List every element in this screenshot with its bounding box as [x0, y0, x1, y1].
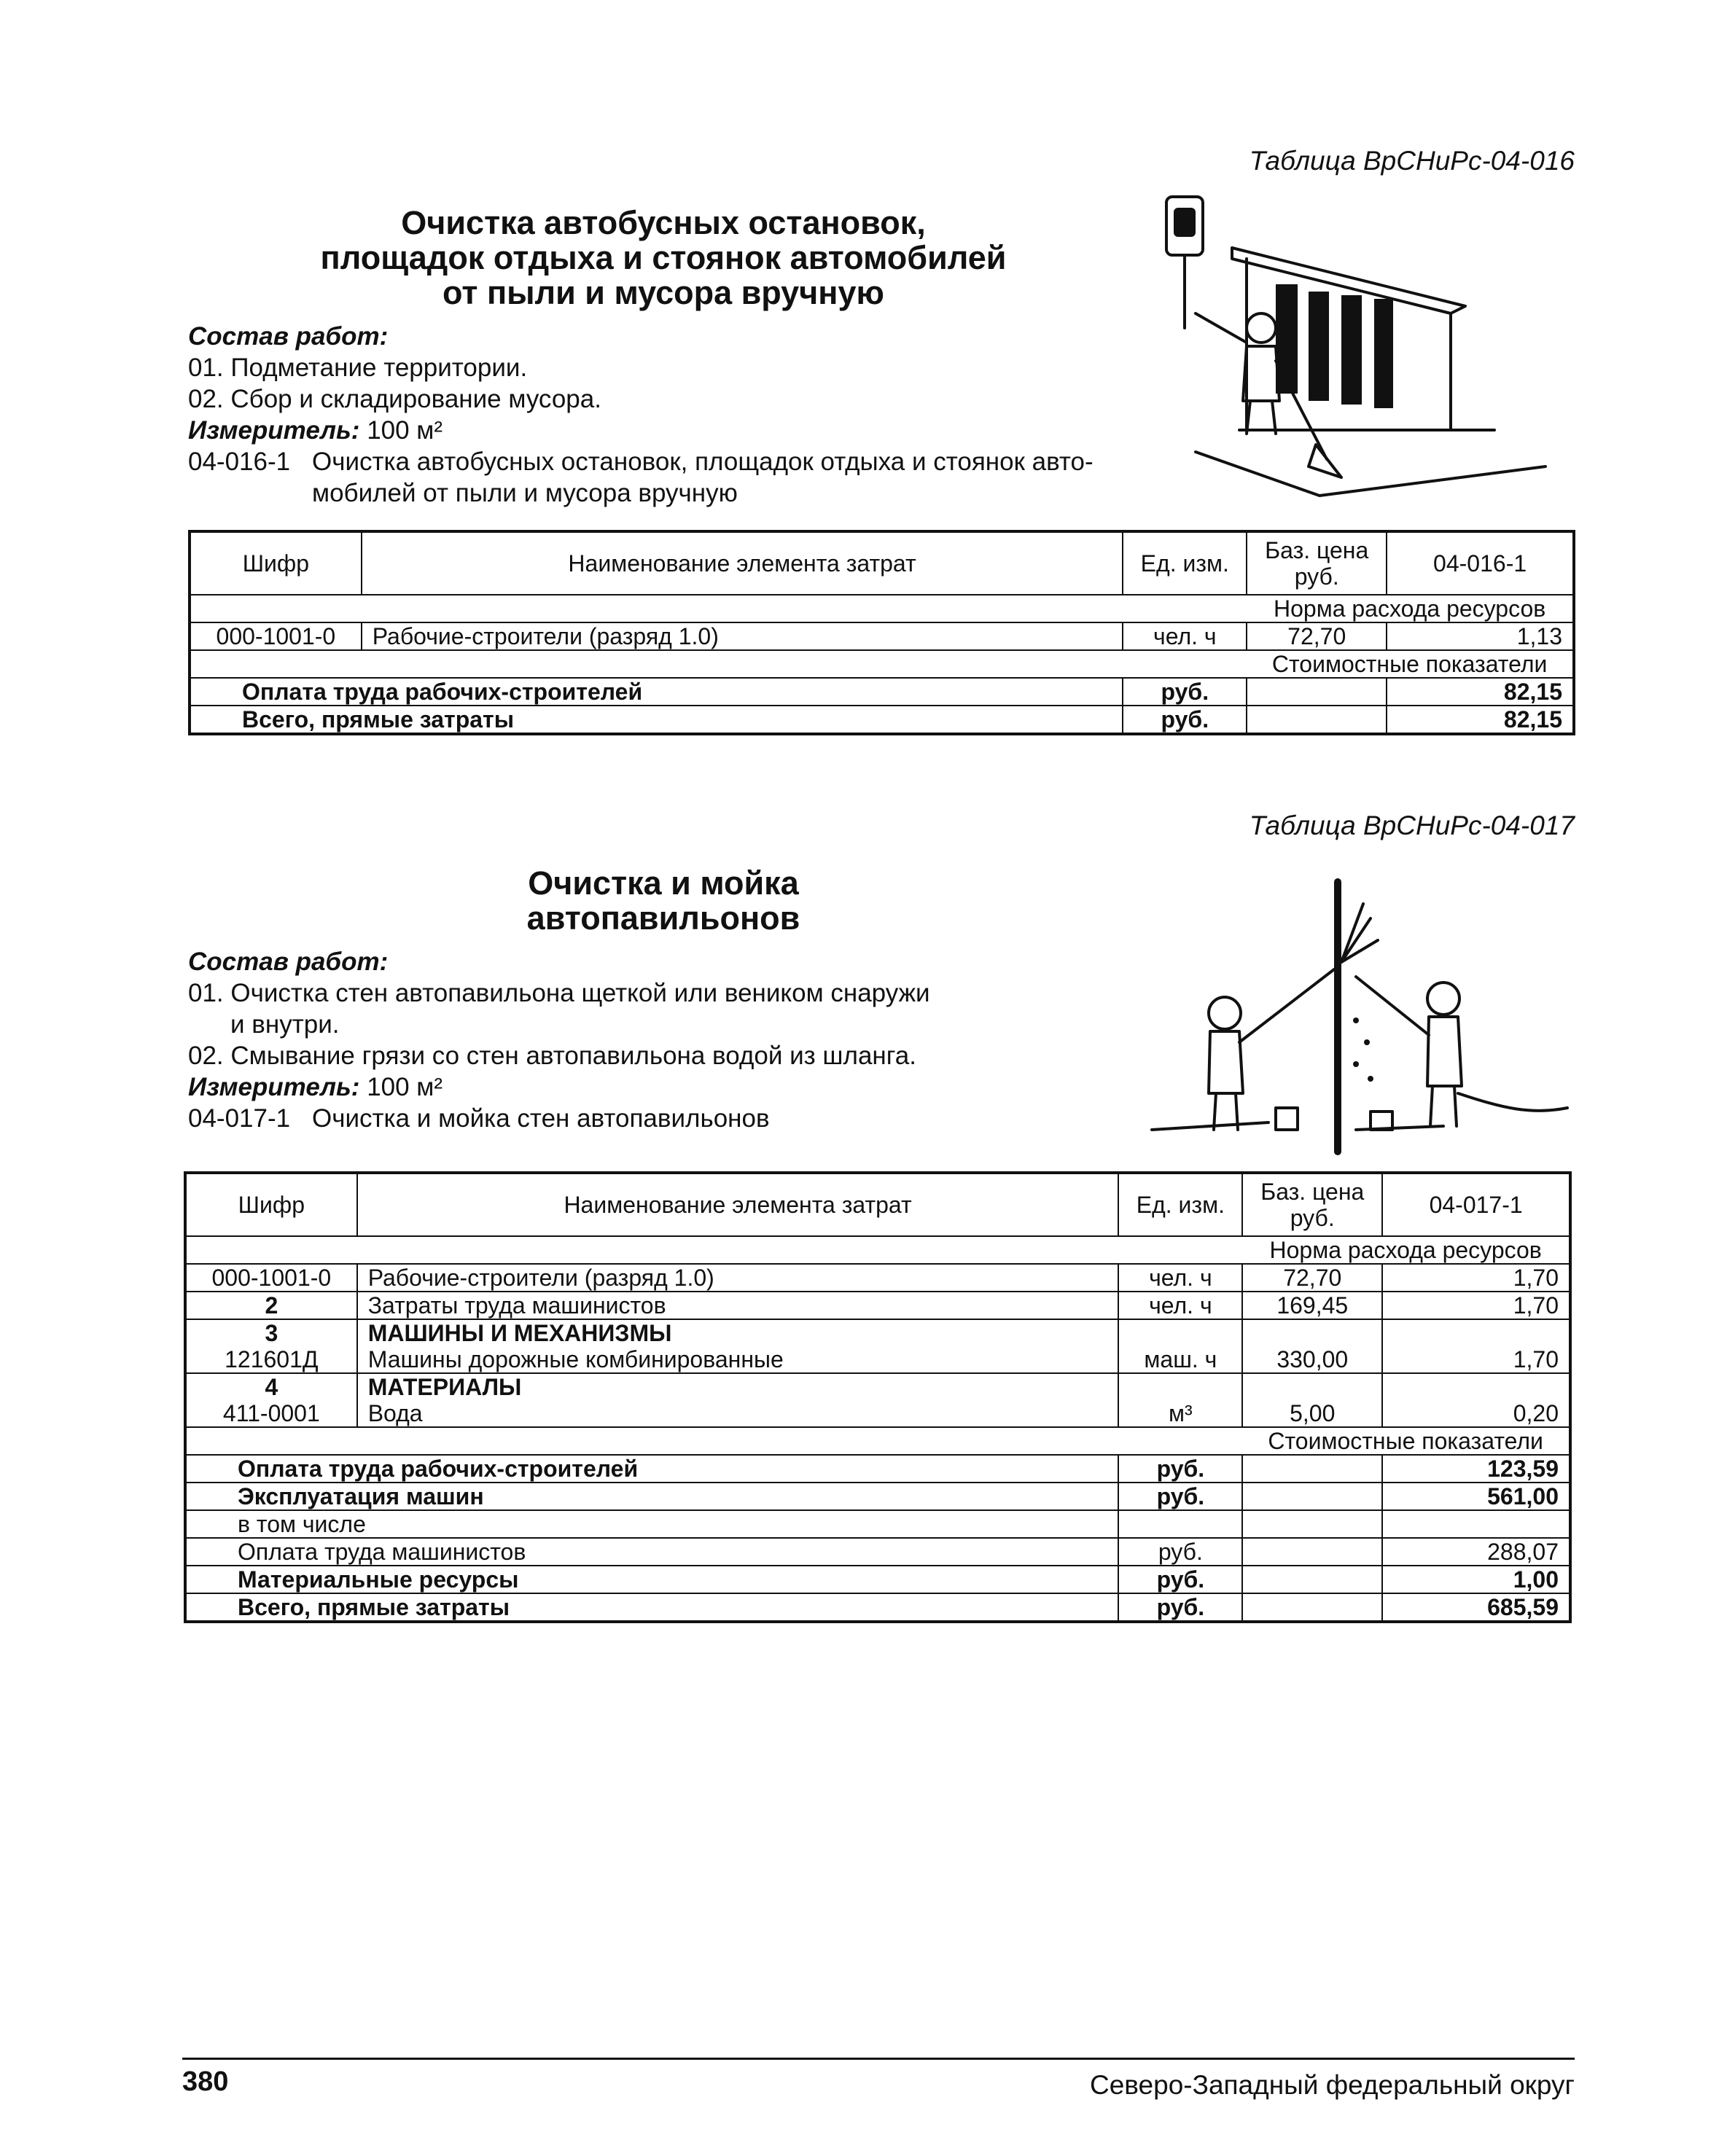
sostav-label: Состав работ: [188, 322, 389, 351]
cell-value: 1,70 [1382, 1346, 1570, 1373]
cell-code: 4 [185, 1373, 357, 1400]
total-value: 561,00 [1382, 1483, 1570, 1510]
sostav-label: Состав работ: [188, 948, 389, 976]
total-row [185, 1483, 1570, 1510]
total-name: в том числе [185, 1510, 1118, 1538]
total-name: Оплата труда рабочих-строителей [190, 678, 1123, 706]
total-unit: руб. [1118, 1538, 1242, 1566]
table-row [185, 1264, 1570, 1292]
cell-value: 0,20 [1382, 1400, 1570, 1427]
total-name: Материальные ресурсы [185, 1566, 1118, 1593]
izmeritel-label: Измеритель: [188, 1073, 360, 1101]
total-unit: руб. [1118, 1566, 1242, 1593]
total-value: 123,59 [1382, 1455, 1570, 1483]
cell-code: 3 [185, 1319, 357, 1346]
total-name: Оплата труда рабочих-строителей [185, 1455, 1118, 1483]
item-text: мобилей от пыли и мусора вручную [312, 479, 738, 507]
cell-unit: м³ [1118, 1400, 1242, 1427]
cell-price: 5,00 [1242, 1400, 1382, 1427]
cell-price: 169,45 [1242, 1292, 1382, 1319]
cell-name: Вода [357, 1400, 1119, 1427]
total-value: 1,00 [1382, 1566, 1570, 1593]
total-value: 685,59 [1382, 1593, 1570, 1622]
stoim-label: Стоимостные показатели [1242, 1427, 1570, 1455]
title-line: площадок отдыха и стоянок автомобилей [320, 239, 1007, 276]
cell-name: Затраты труда машинистов [357, 1292, 1119, 1319]
total-row [185, 1566, 1570, 1593]
title-line: от пыли и мусора вручную [443, 274, 884, 311]
cell-unit: маш. ч [1118, 1346, 1242, 1373]
header-column: 04-016-1 [1387, 531, 1574, 595]
item-description [188, 446, 1093, 477]
page-number: 380 [182, 2066, 229, 2097]
total-unit: руб. [1123, 678, 1247, 706]
total-unit: руб. [1118, 1455, 1242, 1483]
table-row [185, 1292, 1570, 1319]
total-row [185, 1455, 1570, 1483]
cell-value: 1,70 [1382, 1292, 1570, 1319]
table-row [185, 1373, 1570, 1400]
footer-region: Северо-Западный федеральный округ [1090, 2070, 1575, 2100]
table-caption-017: Таблица ВрСНиРс-04-017 [1249, 811, 1575, 840]
header-price: Баз. цена руб. [1247, 531, 1387, 595]
header-name: Наименование элемента затрат [357, 1173, 1119, 1236]
item-code: 04-017-1 [188, 1104, 291, 1133]
norma-label: Норма расхода ресурсов [1242, 1236, 1570, 1264]
work-item: 02. Сбор и складирование мусора. [188, 385, 601, 413]
cell-price: 72,70 [1242, 1264, 1382, 1292]
work-composition-017 [188, 946, 930, 1134]
izmeritel-line [188, 1071, 930, 1103]
cell-name: Рабочие-строители (разряд 1.0) [357, 1264, 1119, 1292]
bus-stop-illustration [1152, 190, 1560, 517]
total-name: Всего, прямые затраты [185, 1593, 1118, 1622]
header-name: Наименование элемента затрат [362, 531, 1123, 595]
cell-name: МАТЕРИАЛЫ [357, 1373, 1119, 1400]
cell-price: 330,00 [1242, 1346, 1382, 1373]
cell-code: 411-0001 [185, 1400, 357, 1427]
cell-name: Машины дорожные комбинированные [357, 1346, 1119, 1373]
work-item-cont: и внутри. [230, 1010, 340, 1039]
total-name: Оплата труда машинистов [185, 1538, 1118, 1566]
table-caption-016: Таблица ВрСНиРс-04-016 [1249, 146, 1575, 176]
total-row [190, 706, 1574, 734]
footer-divider [182, 2058, 1575, 2060]
work-item: 02. Смывание грязи со стен автопавильона водой из шланга. [188, 1042, 916, 1070]
cell-code: 2 [185, 1292, 357, 1319]
table-row [185, 1319, 1570, 1346]
total-row [185, 1593, 1570, 1622]
cell-unit: чел. ч [1118, 1264, 1242, 1292]
header-column: 04-017-1 [1382, 1173, 1570, 1236]
item-description-cont [188, 477, 1093, 509]
total-unit: руб. [1118, 1483, 1242, 1510]
table-row [185, 1400, 1570, 1427]
izmeritel-line [188, 415, 1093, 446]
title-line: Очистка и мойка [528, 864, 799, 902]
cell-code: 000-1001-0 [190, 622, 362, 650]
total-value: 82,15 [1387, 706, 1574, 734]
work-composition-016 [188, 321, 1093, 509]
stoim-label: Стоимостные показатели [1247, 650, 1574, 678]
work-item: 01. Очистка стен автопавильона щеткой или веником снаружи [188, 979, 930, 1007]
cell-price: 72,70 [1247, 622, 1387, 650]
item-description [188, 1103, 930, 1134]
resource-table-016 [188, 530, 1575, 735]
total-name: Всего, прямые затраты [190, 706, 1123, 734]
total-value: 82,15 [1387, 678, 1574, 706]
work-item: 01. Подметание территории. [188, 354, 528, 382]
header-unit: Ед. изм. [1118, 1173, 1242, 1236]
total-unit: руб. [1123, 706, 1247, 734]
total-row [190, 678, 1574, 706]
header-shifr: Шифр [190, 531, 362, 595]
izmeritel-label: Измеритель: [188, 416, 360, 445]
title-line: автопавильонов [526, 899, 800, 937]
cell-name: МАШИНЫ И МЕХАНИЗМЫ [357, 1319, 1119, 1346]
header-price: Баз. цена руб. [1242, 1173, 1382, 1236]
norma-label: Норма расхода ресурсов [1247, 595, 1574, 622]
izmeritel-value: 100 м² [367, 416, 443, 445]
total-unit: руб. [1118, 1593, 1242, 1622]
section-title-016 [277, 206, 1050, 310]
cell-value: 1,70 [1382, 1264, 1570, 1292]
cell-code: 000-1001-0 [185, 1264, 357, 1292]
item-text: Очистка и мойка стен автопавильонов [312, 1104, 770, 1133]
cell-unit: чел. ч [1118, 1292, 1242, 1319]
table-row [190, 622, 1574, 650]
pavilion-washing-illustration [1137, 875, 1575, 1166]
resource-table-017 [184, 1171, 1572, 1623]
cell-value: 1,13 [1387, 622, 1574, 650]
total-value: 288,07 [1382, 1538, 1570, 1566]
header-unit: Ед. изм. [1123, 531, 1247, 595]
header-shifr: Шифр [185, 1173, 357, 1236]
total-row [185, 1538, 1570, 1566]
title-line: Очистка автобусных остановок, [401, 204, 926, 241]
item-code: 04-016-1 [188, 448, 291, 476]
section-title-017 [452, 866, 875, 936]
total-name: Эксплуатация машин [185, 1483, 1118, 1510]
izmeritel-value: 100 м² [367, 1073, 443, 1101]
table-row [185, 1346, 1570, 1373]
item-text: Очистка автобусных остановок, площадок отдыха и стоянок авто- [312, 448, 1093, 476]
cell-name: Рабочие-строители (разряд 1.0) [362, 622, 1123, 650]
cell-code: 121601Д [185, 1346, 357, 1373]
cell-unit: чел. ч [1123, 622, 1247, 650]
total-row [185, 1510, 1570, 1538]
